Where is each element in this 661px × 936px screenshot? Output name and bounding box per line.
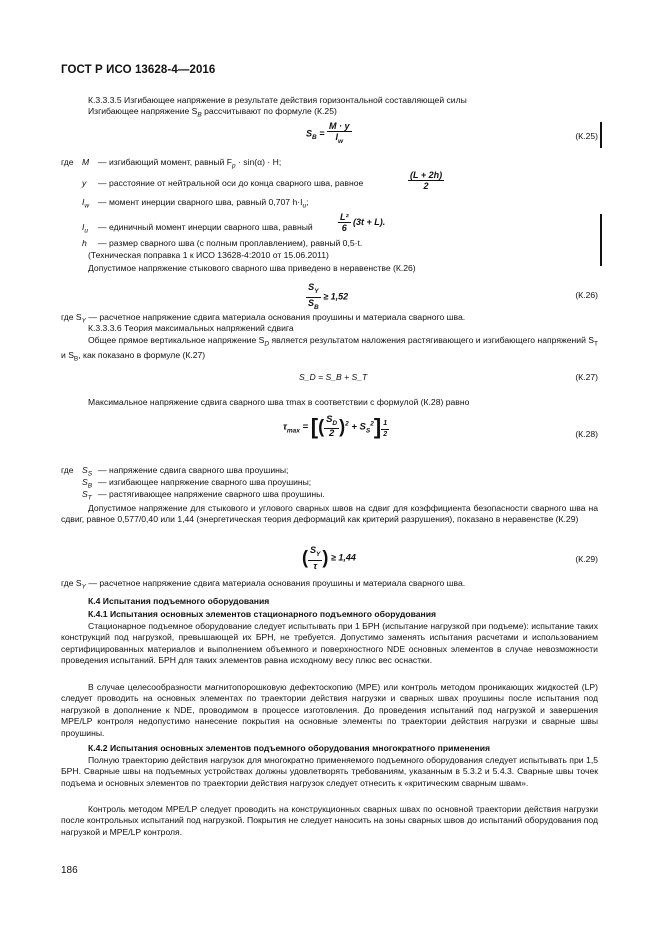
where-def-ss: — напряжение сдвига сварного шва проушины; <box>98 465 289 475</box>
where-def-y: — расстояние от нейтральной оси до конца сварного шва, равное <box>98 178 364 188</box>
where-sym-h: h <box>82 238 87 248</box>
where-def-iw: — момент инерции сварного шва, равный 0,707 $h\cdot I_u$; <box>98 197 309 210</box>
section-heading-k3335: К.3.3.3.5 Изгибающее напряжение в результате действия горизонтальной составляющей силы <box>88 95 467 105</box>
k29-intro: Допустимое напряжение для стыкового и углового сварных швов на сдвиг для коэффициента безопасности сварного шва на сдвиг, равное 0,577/0,40 или 1,44 (энергетическая теория деформаций как критерий разрушения), показано в неравенстве (К.29) <box>61 503 598 525</box>
equation-number-k26: (К.26) <box>575 290 598 300</box>
where-def-iu: — единичный момент инерции сварного шва, равный <box>98 222 313 232</box>
where-sym-y: y <box>82 178 87 188</box>
formula-k26: $\frac{S_Y}{S_B}$ ≥ 1,52 <box>308 282 349 311</box>
formula-k28: $\tau_{max}$ = [( $\frac{S_D}{2}$ )$^2 + S_S^2$] $^{\frac{1}{2}}$ <box>283 413 388 440</box>
where-label: где <box>61 157 74 167</box>
where-def-sb: — изгибающее напряжение сварного шва проушины; <box>98 477 312 487</box>
k42-para1: Полную траекторию действия нагрузок для многократно применяемого подъемного оборудования следует испытывать при 1,5 БРН. Сварные швы на подъемных устройствах должны удовлетворять требованиям, указанным в 5.3.2 и 5.4.3. Сварные швы точек подъема и основных элементов по траектории действия нагрузок следует отнесить к «критическим сварным швам». <box>61 755 598 788</box>
formula-y: $\frac{(L + 2h)}{2}$ <box>410 170 443 191</box>
k41-para2: В случае целесообразности магнитопорошковую дефектоскопию (МРЕ) или контроль методом проникающих жидкостей (LP) следует проводить на основных элементах по траектории действия нагрузки и сварных швах проушины после испытания под нагрузкой в дополнение к NDE, проводимом в процессе изготовления. До проведения испытаний под нагрузкой и завершения МРЕ/LP контроля недопустимо нанесение покрытия на основные элементы по траектории действия нагрузки и сварные швы проушины. <box>61 682 598 738</box>
where-sym-sb: $S_B$ <box>82 477 93 490</box>
formula-iu: $\frac{\text{L²}}{6}$ (3t + L). <box>340 212 386 233</box>
k25-intro: Изгибающее напряжение $S_B$ рассчитывают по формуле (К.25) <box>88 106 337 119</box>
document-header: ГОСТ Р ИСО 13628-4—2016 <box>61 64 216 76</box>
where-sym-m: M <box>82 157 90 167</box>
page-number: 186 <box>61 865 78 876</box>
k26-intro: Допустимое напряжение стыкового сварного шва приведено в неравенстве (К.26) <box>88 263 416 273</box>
where-sym-iw: $I_w$ <box>82 197 90 210</box>
where-sym-ss: $S_S$ <box>82 465 93 478</box>
where-def-st: — растягивающее напряжение сварного шва проушины. <box>98 489 325 499</box>
formula-k27: S_D = S_B + S_T <box>299 372 368 382</box>
formula-k25: $S_B$ = $\frac{M \cdot y}{I_w}$ <box>306 121 350 145</box>
revision-bar <box>600 214 602 266</box>
section-heading-k41: К.4.1 Испытания основных элементов стационарного подъемного оборудования <box>88 609 437 619</box>
equation-number-k25: (К.25) <box>575 131 598 141</box>
formula-k29: ( $\frac{S_Y}{\tau}$ ) ≥ 1,44 <box>302 545 356 571</box>
where-k26: где $S_Y$ — расчетное напряжение сдвига материала основания проушины и материала сварного шва. <box>61 312 466 325</box>
revision-bar <box>600 122 602 148</box>
k28-intro: Максимальное напряжение сдвига сварного шва τmax в соответствии с формулой (К.28) равно <box>88 397 470 407</box>
technical-note: (Техническая поправка 1 к ИСО 13628-4:2010 от 15.06.2011) <box>88 250 329 260</box>
where-sym-iu: $I_u$ <box>82 222 89 235</box>
equation-number-k27: (К.27) <box>575 372 598 382</box>
k41-para1: Стационарное подъемное оборудование следует испытывать при 1 БРН (испытание нагрузкой при подъеме): испытание таких конструкций под нагрузкой, превышающей их БРН, не требуется. Допустимо заменять испытания расчетами и использованием сертифицированных материалов и выполнением объемного и поверхностного NDE основных элементов в случае невозможности проведения испытаний. БРН для таких элементов равна исходному весу плюс вес оснастки. <box>61 621 598 666</box>
where-k29: где $S_Y$ — расчетное напряжение сдвига материала основания проушины и материала сварного шва. <box>61 578 466 591</box>
equation-number-k28: (К.28) <box>575 429 598 439</box>
where-label: где <box>61 465 74 475</box>
where-def-h: — размер сварного шва (с полным проплавлением), равный 0,5·t. <box>98 238 363 248</box>
section-heading-k4: К.4 Испытания подъемного оборудования <box>88 596 270 606</box>
equation-number-k29: (К.29) <box>575 554 598 564</box>
section-heading-k42: К.4.2 Испытания основных элементов подъемного оборудования многократного применения <box>88 743 490 753</box>
k42-para2: Контроль методом МРЕ/LP следует проводить на конструкционных сварных швах по основной траектории действия нагрузки после контрольных испытаний под нагрузкой. Покрытия не следует наносить на зоны сварных швов до испытаний оборудования под нагрузкой и МРЕ/LP контроля. <box>61 804 598 837</box>
where-sym-st: $S_T$ <box>82 489 92 502</box>
where-def-m: — изгибающий момент, равный $F_p \cdot \sin(\alpha) \cdot H$; <box>98 157 282 170</box>
section-heading-k3336: К.3.3.3.6 Теория максимальных напряжений сдвига <box>88 323 294 333</box>
k27-intro: Общее прямое вертикальное напряжение $S_D$ является результатом наложения растягивающего и изгибающего напряжений $S_T$ и $S_B$, как показано в формуле (К.27) <box>61 335 598 363</box>
